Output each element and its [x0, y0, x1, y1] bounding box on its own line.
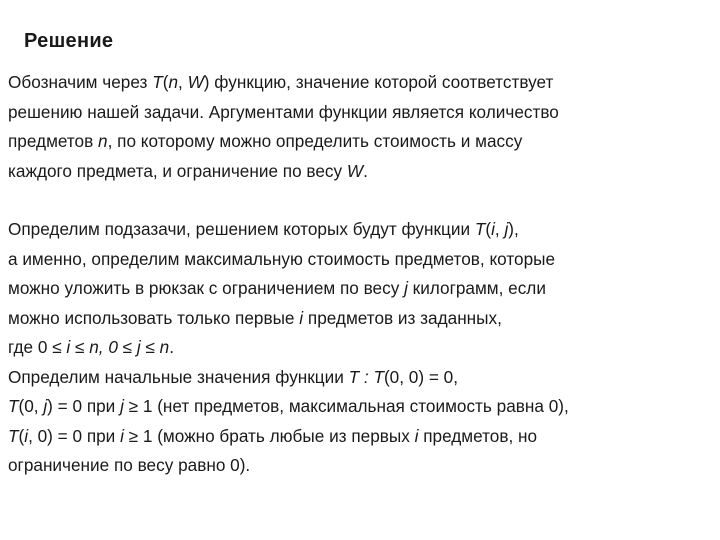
text-segment: .	[169, 337, 175, 357]
text-segment: Обозначим через	[8, 72, 153, 92]
text-segment: (	[162, 72, 169, 92]
paragraph-2-line-8	[8, 422, 712, 452]
math-var-T: T	[8, 425, 19, 446]
math-var-i: i	[299, 307, 304, 328]
text-segment: , по которому можно определить стоимость и массу	[107, 131, 523, 151]
text-segment: предметов из заданных,	[303, 307, 502, 328]
math-var-T: T	[8, 396, 19, 416]
paragraph-2-line-9	[8, 451, 712, 481]
math-var-n: n	[168, 72, 178, 92]
math-var-T: T	[152, 72, 163, 92]
text-segment: Определим начальные значения функции	[8, 366, 349, 387]
math-var-T: T	[474, 219, 486, 239]
text-segment: , 0) = 0 при	[28, 425, 121, 446]
math-var-i: i	[24, 425, 29, 446]
text-segment: ),	[508, 219, 519, 239]
text-segment: ≥ 1 (можно брать любые из первых	[123, 425, 415, 446]
text-segment: (	[485, 219, 492, 239]
text-segment: ,	[494, 219, 505, 239]
text-segment: (0,	[18, 396, 44, 416]
text-segment: (	[18, 425, 25, 446]
text-segment: ) = 0 при	[47, 396, 121, 416]
text-segment: решению нашей задачи. Аргументами функции является количество	[8, 101, 559, 122]
paragraph-1-line-3	[8, 127, 712, 157]
paragraph-1-line-2	[8, 98, 712, 128]
text-segment: ) функцию, значение которой соответствует	[203, 72, 554, 92]
text-segment: предметов	[8, 131, 99, 151]
text-segment: ≥ 1 (нет предметов, максимальная стоимость равна 0),	[123, 396, 569, 416]
math-var-j: j	[404, 278, 408, 298]
math-var-n: n	[98, 131, 108, 151]
text-segment: Определим подзазачи, решением которых будут функции	[8, 219, 475, 239]
math-var-j: j	[120, 396, 124, 416]
math-inequality: ≤ i ≤ n, 0 ≤ j ≤ n	[52, 337, 170, 357]
paragraph-gap	[8, 186, 712, 215]
text-segment: где 0	[8, 337, 53, 357]
math-var-i: i	[491, 219, 495, 239]
paragraph-2-line-5	[8, 333, 712, 363]
text-segment: (0, 0) = 0,	[383, 366, 458, 387]
text-segment: а именно, определим максимальную стоимость предметов, которые	[8, 248, 556, 269]
slide-title: Решение	[24, 30, 114, 52]
math-var-i: i	[120, 425, 124, 446]
paragraph-1-line-1	[8, 68, 712, 98]
text-segment: можно использовать только первые	[8, 307, 300, 328]
slide-body	[8, 68, 712, 481]
math-var-j: j	[504, 219, 509, 239]
paragraph-2-line-7	[8, 392, 712, 422]
text-segment: каждого предмета, и ограничение по весу	[8, 160, 347, 181]
text-segment: ,	[178, 72, 188, 92]
paragraph-2-line-3	[8, 274, 712, 304]
text-segment: .	[363, 160, 368, 181]
paragraph-2-line-6	[8, 363, 712, 393]
text-segment: предметов, но	[418, 425, 538, 446]
text-segment: килограмм, если	[407, 278, 546, 298]
math-var-W: W	[187, 72, 204, 92]
paragraph-2-line-2	[8, 245, 712, 275]
paragraph-2-line-4	[8, 304, 712, 334]
text-segment: ограничение по весу равно 0).	[8, 455, 251, 475]
math-var-j: j	[43, 396, 48, 416]
math-var-W: W	[346, 160, 364, 181]
text-segment: можно уложить в рюкзак с ограничением по весу	[8, 278, 405, 298]
math-var-i: i	[414, 425, 419, 446]
math-function-T: T : T	[348, 366, 384, 387]
paragraph-2-line-1	[8, 215, 712, 245]
paragraph-1-line-4	[8, 157, 712, 187]
